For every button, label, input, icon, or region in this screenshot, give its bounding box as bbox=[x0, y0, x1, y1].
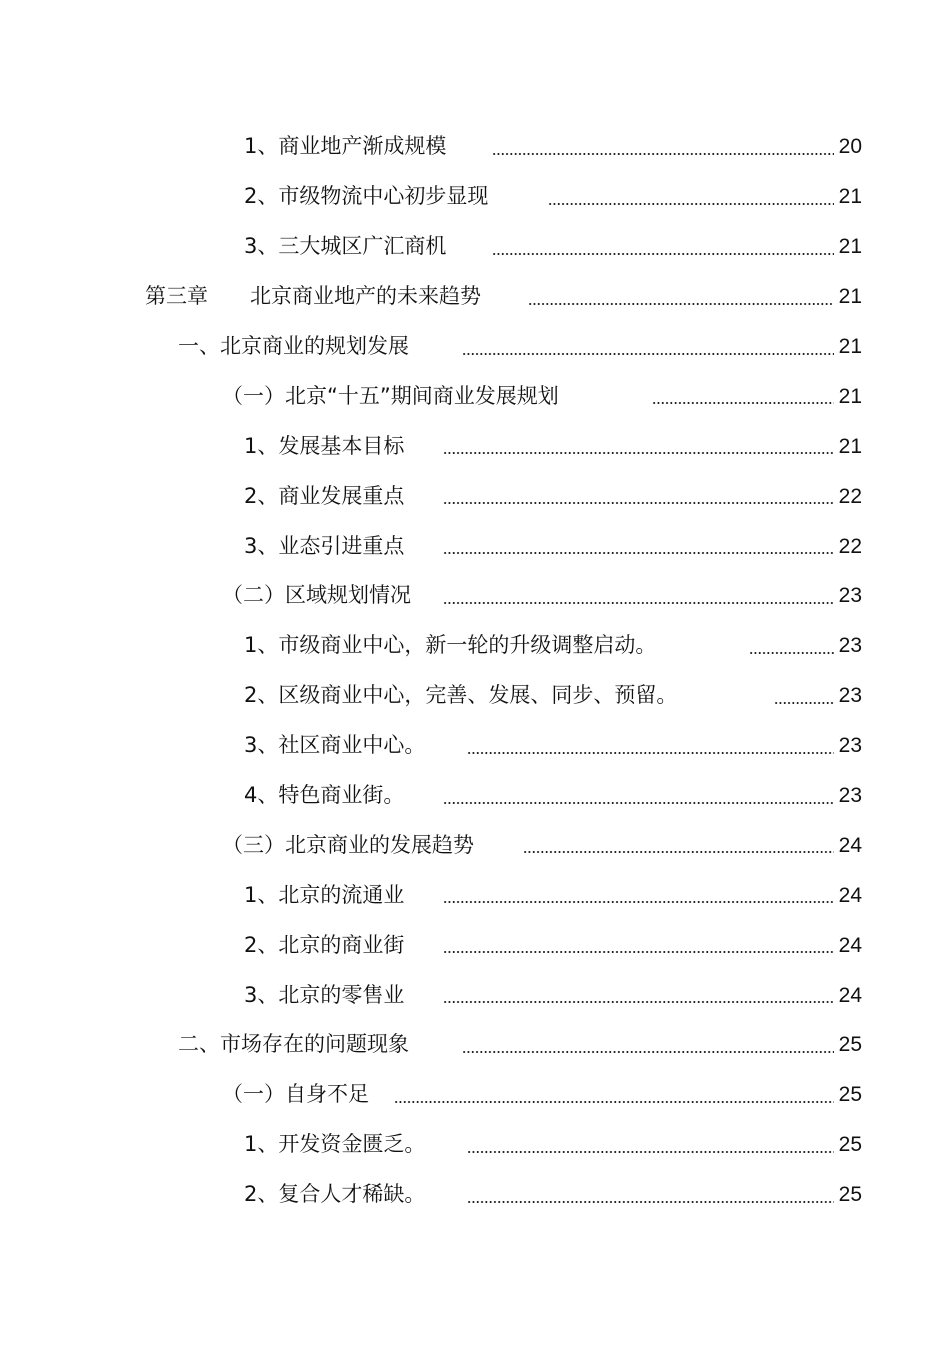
toc-dot-leader bbox=[443, 502, 834, 504]
toc-entry-title: 1、开发资金匮乏。 bbox=[244, 1132, 426, 1157]
toc-dot-leader bbox=[492, 253, 834, 255]
toc-page-number: 21 bbox=[838, 235, 862, 259]
toc-page-number: 25 bbox=[838, 1183, 862, 1207]
toc-entry[interactable] bbox=[0, 671, 862, 721]
toc-entry[interactable] bbox=[0, 521, 862, 571]
toc-entry[interactable] bbox=[0, 771, 862, 821]
toc-page-number: 25 bbox=[838, 1133, 862, 1157]
toc-dot-leader bbox=[548, 203, 834, 205]
toc-page-number: 22 bbox=[838, 534, 862, 558]
toc-entry-title: （三）北京商业的发展趋势 bbox=[222, 832, 474, 857]
toc-dot-leader bbox=[443, 901, 834, 903]
toc-page-number: 21 bbox=[838, 285, 862, 309]
toc-entry[interactable] bbox=[0, 970, 862, 1020]
toc-page-number: 21 bbox=[838, 434, 862, 458]
toc-dot-leader bbox=[467, 1201, 834, 1203]
toc-entry[interactable] bbox=[0, 571, 862, 621]
toc-page-number: 23 bbox=[838, 584, 862, 608]
toc-entry-title: 3、三大城区广汇商机 bbox=[244, 234, 447, 259]
toc-dot-leader bbox=[462, 1051, 834, 1053]
toc-entry[interactable] bbox=[0, 721, 862, 771]
toc-dot-leader bbox=[462, 353, 834, 355]
toc-entry[interactable] bbox=[0, 820, 862, 870]
toc-dot-leader bbox=[492, 153, 834, 155]
toc-entry[interactable] bbox=[0, 1070, 862, 1120]
toc-page-number: 24 bbox=[838, 883, 862, 907]
toc-page-number: 24 bbox=[838, 833, 862, 857]
toc-entry-title: 2、北京的商业街 bbox=[244, 932, 405, 957]
toc-page-number: 23 bbox=[838, 634, 862, 658]
toc-dot-leader bbox=[443, 452, 834, 454]
toc-entry-title: 2、商业发展重点 bbox=[244, 483, 405, 508]
toc-entry-title: 3、业态引进重点 bbox=[244, 533, 405, 558]
toc-entry[interactable] bbox=[0, 172, 862, 222]
toc-dot-leader bbox=[443, 1001, 834, 1003]
toc-dot-leader bbox=[774, 702, 834, 704]
toc-entry[interactable] bbox=[0, 272, 862, 322]
toc-entry[interactable] bbox=[0, 1020, 862, 1070]
toc-entry[interactable] bbox=[0, 870, 862, 920]
toc-entry[interactable] bbox=[0, 1120, 862, 1170]
toc-entry-title: （二）区域规划情况 bbox=[222, 583, 411, 608]
toc-dot-leader bbox=[443, 552, 834, 554]
toc-entry-title: 二、市场存在的问题现象 bbox=[178, 1032, 409, 1057]
toc-entry-title: 2、复合人才稀缺。 bbox=[244, 1182, 426, 1207]
toc-entry-title: 第三章 北京商业地产的未来趋势 bbox=[145, 284, 481, 309]
toc-entry[interactable] bbox=[0, 920, 862, 970]
toc-page-number: 24 bbox=[838, 933, 862, 957]
toc-dot-leader bbox=[749, 652, 834, 654]
toc-entry[interactable] bbox=[0, 621, 862, 671]
toc-entry-title: 1、北京的流通业 bbox=[244, 882, 405, 907]
table-of-contents bbox=[0, 122, 950, 1220]
toc-page-number: 21 bbox=[838, 335, 862, 358]
toc-page-number: 25 bbox=[838, 1083, 862, 1107]
toc-page-number: 23 bbox=[838, 684, 862, 708]
toc-entry[interactable] bbox=[0, 421, 862, 471]
toc-page-number: 22 bbox=[838, 484, 862, 508]
toc-entry[interactable] bbox=[0, 471, 862, 521]
toc-entry-title: 4、特色商业街。 bbox=[244, 783, 405, 808]
toc-page-number: 21 bbox=[838, 384, 862, 408]
toc-dot-leader bbox=[652, 402, 834, 404]
toc-page-number: 20 bbox=[838, 135, 862, 159]
toc-dot-leader bbox=[528, 303, 834, 305]
toc-entry[interactable] bbox=[0, 122, 862, 172]
toc-entry-title: （一）北京“十五”期间商业发展规划 bbox=[222, 383, 559, 408]
toc-entry-title: 1、发展基本目标 bbox=[244, 433, 405, 458]
toc-entry[interactable] bbox=[0, 1170, 862, 1220]
toc-entry-title: （一）自身不足 bbox=[222, 1082, 369, 1107]
toc-page-number: 23 bbox=[838, 784, 862, 808]
toc-dot-leader bbox=[523, 851, 834, 853]
toc-entry-title: 1、商业地产渐成规模 bbox=[244, 134, 447, 159]
toc-dot-leader bbox=[443, 802, 834, 804]
toc-entry-title: 2、区级商业中心，完善、发展、同步、预留。 bbox=[244, 683, 678, 708]
toc-entry-title: 3、北京的零售业 bbox=[244, 982, 405, 1007]
toc-entry[interactable] bbox=[0, 322, 862, 372]
toc-entry[interactable] bbox=[0, 371, 862, 421]
toc-entry-title: 一、北京商业的规划发展 bbox=[178, 334, 409, 358]
toc-dot-leader bbox=[443, 951, 834, 953]
toc-entry-title: 1、市级商业中心，新一轮的升级调整启动。 bbox=[244, 633, 657, 658]
toc-page-number: 25 bbox=[838, 1033, 862, 1057]
toc-entry[interactable] bbox=[0, 222, 862, 272]
toc-page-number: 24 bbox=[838, 983, 862, 1007]
toc-dot-leader bbox=[467, 1151, 834, 1153]
toc-page-number: 21 bbox=[838, 185, 862, 209]
toc-dot-leader bbox=[394, 1101, 834, 1103]
toc-page-number: 23 bbox=[838, 734, 862, 758]
toc-dot-leader bbox=[467, 752, 834, 754]
toc-entry-title: 3、社区商业中心。 bbox=[244, 733, 426, 758]
toc-entry-title: 2、市级物流中心初步显现 bbox=[244, 184, 489, 209]
toc-dot-leader bbox=[443, 602, 834, 604]
